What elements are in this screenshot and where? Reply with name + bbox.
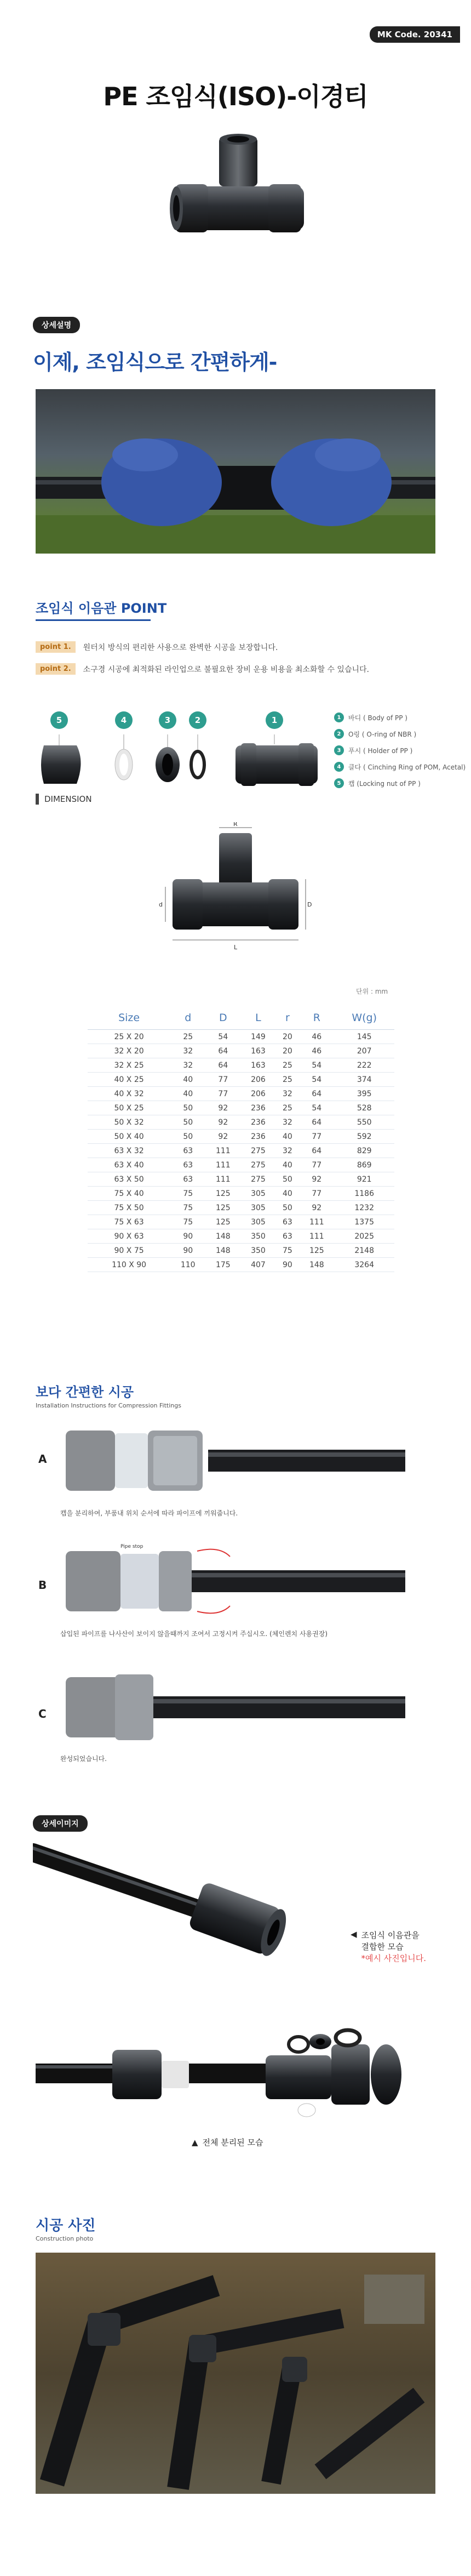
table-cell: 40 [276,1130,300,1144]
col-L: L [240,1008,275,1030]
table-cell: 921 [334,1172,394,1187]
legend-item-oring [334,729,466,739]
point-item-1 [36,641,278,653]
table-row [88,1229,394,1244]
table-cell: 305 [240,1201,275,1215]
table-cell: 64 [205,1044,240,1058]
col-d: d [170,1008,205,1030]
table-cell: 25 [276,1058,300,1073]
table-cell: 148 [205,1229,240,1244]
table-cell: 829 [334,1144,394,1158]
table-cell: 77 [205,1087,240,1101]
table-cell: 1232 [334,1201,394,1215]
legend-text: 클다 ( Cinching Ring of POM, Acetal) [348,763,466,771]
table-row [88,1087,394,1101]
table-cell: 350 [240,1229,275,1244]
table-cell: 40 [170,1087,205,1101]
table-cell: 54 [299,1073,334,1087]
assembly-photo [36,389,435,554]
table-cell: 63 X 50 [88,1172,170,1187]
point-underline [36,619,151,621]
table-row [88,1201,394,1215]
table-cell: 25 [170,1030,205,1044]
table-cell: 275 [240,1158,275,1172]
table-cell: 46 [299,1030,334,1044]
table-cell: 236 [240,1101,275,1115]
table-cell: 145 [334,1030,394,1044]
assembled-caption-text [361,1929,426,1964]
example-note: *예시 사진입니다. [361,1953,427,1963]
col-r: r [276,1008,300,1030]
table-cell: 50 [170,1101,205,1115]
pointer-up-icon: ▲ [192,2137,198,2147]
table-cell: 350 [240,1244,275,1258]
step-c-caption: 완성되었습니다. [60,1755,107,1763]
table-cell: 374 [334,1073,394,1087]
col-R: R [299,1008,334,1030]
section-label-detail-image: 상세이미지 [33,1815,88,1832]
table-cell: 111 [205,1144,240,1158]
table-cell: 163 [240,1058,275,1073]
table-cell: 64 [205,1058,240,1073]
table-cell: 111 [299,1229,334,1244]
table-cell: 206 [240,1073,275,1087]
legend-text: 캡 (Locking nut of PP ) [348,779,421,788]
table-cell: 111 [205,1172,240,1187]
legend-item-holder [334,745,466,755]
table-cell: 40 X 32 [88,1087,170,1101]
assembled-caption-block [351,1929,426,1964]
table-cell: 75 [170,1215,205,1229]
disassembled-caption: 전체 분리된 모습 [202,2138,263,2147]
table-cell: 592 [334,1130,394,1144]
dim-label-D: D [307,901,312,908]
part-callout-3: 3 [159,711,176,729]
pointer-arrow-icon: ◀ [351,1929,357,1939]
legend-text: O링 ( O-ring of NBR ) [348,730,417,738]
legend-number: 1 [334,713,344,722]
table-cell: 3264 [334,1258,394,1272]
legend-item-body [334,713,466,722]
table-cell: 75 [276,1244,300,1258]
table-cell: 407 [240,1258,275,1272]
dimension-table-body [88,1030,394,1272]
parts-legend [334,713,466,795]
construction-title: 시공 사진 [36,2218,96,2234]
table-cell: 75 [170,1201,205,1215]
table-cell: 236 [240,1115,275,1130]
table-cell: 50 X 25 [88,1101,170,1115]
point-text: 소구경 시공에 최적화된 라인업으로 불필요한 장비 운용 비용을 최소화할 수 있습니다. [83,665,369,674]
table-cell: 40 [170,1073,205,1087]
hero-headline: 이제, 조임식으로 간편하게- [33,350,277,374]
table-cell: 1375 [334,1215,394,1229]
table-cell: 32 [276,1144,300,1158]
table-cell: 63 X 32 [88,1144,170,1158]
table-cell: 40 X 25 [88,1073,170,1087]
table-cell: 54 [299,1101,334,1115]
table-cell: 148 [299,1258,334,1272]
table-cell: 90 X 63 [88,1229,170,1244]
legend-number: 2 [334,729,344,739]
table-cell: 63 [170,1144,205,1158]
table-cell: 32 X 20 [88,1044,170,1058]
table-cell: 32 [170,1058,205,1073]
step-letter-a: A [38,1452,47,1466]
point-item-2 [36,663,369,675]
table-cell: 92 [205,1101,240,1115]
legend-item-cinching-ring [334,762,466,772]
table-cell: 77 [205,1073,240,1087]
table-cell: 550 [334,1115,394,1130]
table-cell: 50 [170,1115,205,1130]
table-cell: 1186 [334,1187,394,1201]
installation-title: 보다 간편한 시공 [36,1384,134,1400]
table-row [88,1030,394,1044]
table-row [88,1058,394,1073]
product-hero-image [164,132,312,258]
point-text: 원터치 방식의 편리한 사용으로 완벽한 시공을 보장합니다. [83,643,278,652]
table-cell: 64 [299,1087,334,1101]
assembled-caption-line-2: 결합한 모습 [361,1942,404,1952]
section-label-detail: 상세설명 [33,317,80,333]
part-callout-2: 2 [189,711,206,729]
table-cell: 46 [299,1044,334,1058]
table-cell: 275 [240,1144,275,1158]
table-cell: 110 X 90 [88,1258,170,1272]
table-cell: 75 X 63 [88,1215,170,1229]
table-row [88,1144,394,1158]
table-cell: 63 X 40 [88,1158,170,1172]
table-cell: 149 [240,1030,275,1044]
construction-photo-illustration [36,2253,435,2494]
table-cell: 54 [205,1030,240,1044]
col-size: Size [88,1008,170,1030]
table-row [88,1244,394,1258]
table-cell: 50 X 40 [88,1130,170,1144]
table-cell: 20 [276,1030,300,1044]
table-cell: 40 [276,1187,300,1201]
table-cell: 75 X 40 [88,1187,170,1201]
table-row [88,1130,394,1144]
col-weight: W(g) [334,1008,394,1030]
legend-text: 푸시 ( Holder of PP ) [348,746,413,755]
table-row [88,1101,394,1115]
table-row [88,1172,394,1187]
dim-label-L: L [234,944,238,951]
step-letter-b: B [38,1578,47,1592]
table-cell: 207 [334,1044,394,1058]
table-cell: 50 X 32 [88,1115,170,1130]
pipe-stop-label: Pipe stop [120,1544,143,1549]
table-cell: 125 [205,1215,240,1229]
step-b-image [55,1540,405,1622]
table-cell: 32 [276,1115,300,1130]
table-cell: 163 [240,1044,275,1058]
dimension-table [88,1008,394,1272]
table-cell: 75 [170,1187,205,1201]
table-cell: 111 [299,1215,334,1229]
dim-label-R: R [233,822,238,828]
table-row [88,1258,394,1272]
table-cell: 25 [276,1101,300,1115]
table-cell: 64 [299,1115,334,1130]
table-cell: 236 [240,1130,275,1144]
assembled-caption-line-1: 조임식 이음관을 [361,1930,420,1940]
table-row [88,1158,394,1172]
table-cell: 32 X 25 [88,1058,170,1073]
table-cell: 90 [170,1229,205,1244]
table-cell: 92 [299,1172,334,1187]
table-cell: 63 [276,1215,300,1229]
part-callout-4: 4 [115,711,133,729]
step-b-caption: 삽입된 파이프를 나사산이 보이지 않을때까지 조여서 고정시켜 주십시오. (체인렌치 사용권장) [60,1630,328,1638]
point-title: 조임식 이음관 POINT [36,601,167,616]
table-cell: 869 [334,1158,394,1172]
table-cell: 125 [205,1187,240,1201]
table-cell: 206 [240,1087,275,1101]
table-cell: 90 X 75 [88,1244,170,1258]
step-a-image [55,1420,405,1502]
table-cell: 25 X 20 [88,1030,170,1044]
table-cell: 125 [299,1244,334,1258]
table-cell: 20 [276,1044,300,1058]
table-cell: 77 [299,1187,334,1201]
point-badge: point 1. [36,641,76,653]
assembly-photo-illustration [36,389,435,554]
construction-photo [36,2253,435,2494]
construction-subtitle: Construction photo [36,2235,94,2242]
table-cell: 50 [276,1201,300,1215]
table-cell: 63 [170,1172,205,1187]
table-cell: 2148 [334,1244,394,1258]
table-cell: 90 [276,1258,300,1272]
table-cell: 2025 [334,1229,394,1244]
table-row [88,1215,394,1229]
table-cell: 148 [205,1244,240,1258]
table-cell: 305 [240,1187,275,1201]
table-cell: 64 [299,1144,334,1158]
table-cell: 528 [334,1101,394,1115]
part-callout-5: 5 [50,711,68,729]
step-letter-c: C [38,1707,47,1720]
table-cell: 63 [276,1229,300,1244]
table-cell: 75 X 50 [88,1201,170,1215]
mk-code-badge: MK Code. 20341 [370,26,460,43]
disassembled-caption-block [192,2136,263,2148]
step-c-image [55,1666,405,1748]
installation-subtitle: Installation Instructions for Compression Fittings [36,1402,181,1409]
dimension-drawing [159,822,312,976]
table-cell: 90 [170,1244,205,1258]
table-cell: 40 [276,1158,300,1172]
table-cell: 92 [205,1115,240,1130]
page-title: PE 조임식(ISO)-이경티 [103,82,368,111]
dim-label-d: d [159,901,163,908]
table-cell: 54 [299,1058,334,1073]
table-cell: 50 [170,1130,205,1144]
table-cell: 63 [170,1158,205,1172]
legend-number: 3 [334,745,344,755]
disassembled-fitting-image [36,2028,435,2127]
table-cell: 77 [299,1130,334,1144]
dimension-header [36,794,92,805]
table-cell: 395 [334,1087,394,1101]
table-row [88,1044,394,1058]
step-a-caption: 캡을 분리하여, 부품내 위치 순서에 따라 파이프에 끼워줍니다. [60,1509,238,1517]
table-cell: 32 [276,1087,300,1101]
col-D: D [205,1008,240,1030]
legend-item-locking-nut [334,778,466,788]
unit-label: 단위 : mm [356,988,388,995]
dimension-title: DIMENSION [44,794,92,804]
table-cell: 175 [205,1258,240,1272]
table-row [88,1073,394,1087]
table-cell: 50 [276,1172,300,1187]
assembled-fitting-image [33,1842,340,1973]
part-callout-1: 1 [266,711,283,729]
legend-number: 4 [334,762,344,772]
parts-exploded-image [33,734,329,789]
point-badge: point 2. [36,663,76,675]
table-cell: 110 [170,1258,205,1272]
table-cell: 275 [240,1172,275,1187]
table-row [88,1115,394,1130]
table-cell: 125 [205,1201,240,1215]
table-cell: 222 [334,1058,394,1073]
table-row [88,1187,394,1201]
table-header-row [88,1008,394,1030]
table-cell: 77 [299,1158,334,1172]
legend-number: 5 [334,778,344,788]
table-cell: 92 [205,1130,240,1144]
table-cell: 305 [240,1215,275,1229]
table-cell: 32 [170,1044,205,1058]
legend-text: 바디 ( Body of PP ) [348,714,407,722]
table-cell: 25 [276,1073,300,1087]
table-cell: 92 [299,1201,334,1215]
table-cell: 111 [205,1158,240,1172]
dimension-bar [36,794,39,805]
